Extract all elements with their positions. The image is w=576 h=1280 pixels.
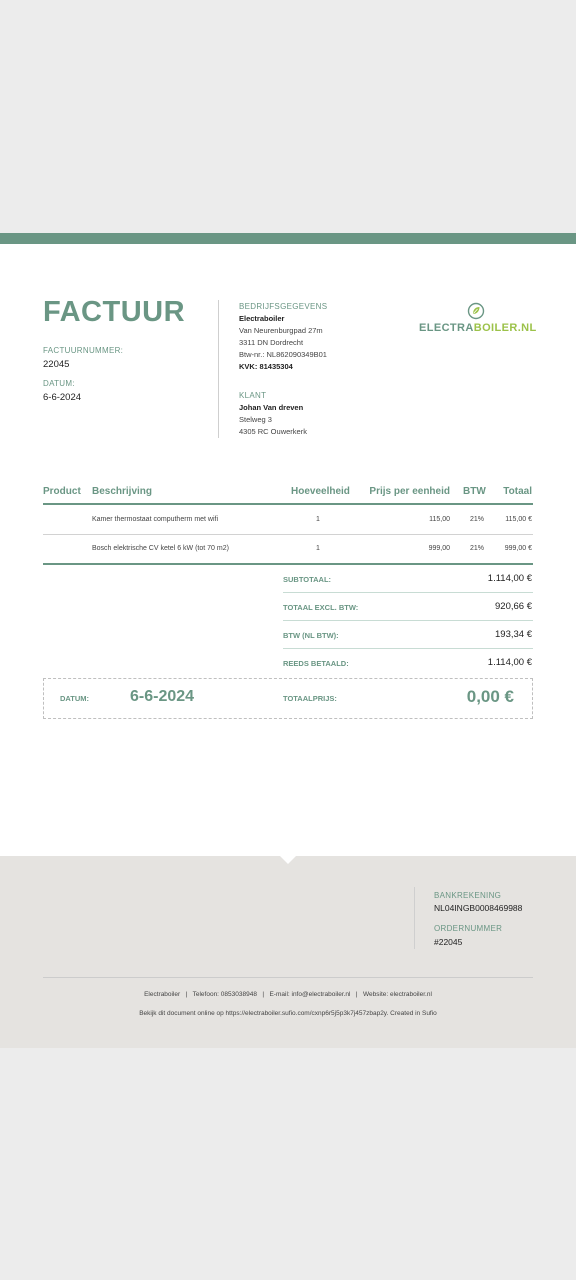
invoice-number-label: FACTUURNUMMER:: [43, 346, 124, 355]
col-header-description: Beschrijving: [92, 486, 153, 497]
footer-online-link[interactable]: Bekijk dit document online op https://electraboiler.sufio.com/cxnp6r5j5p3k7j457zbap2y. Created in Sufio: [139, 1010, 437, 1017]
subtotal-value: 1.114,00 €: [487, 573, 532, 584]
col-header-total: Totaal: [503, 486, 532, 497]
company-logo: [419, 302, 537, 334]
row1-description: Kamer thermostaat computherm met wifi: [92, 516, 219, 523]
row2-total: 999,00 €: [504, 545, 532, 552]
totals-date-label: DATUM:: [60, 694, 90, 703]
col-header-product: Product: [43, 486, 81, 497]
footer-notch: [280, 856, 296, 864]
company-kvk-label: KVK:: [239, 362, 258, 371]
footer-rule: [43, 977, 533, 978]
company-details: [239, 313, 327, 373]
table-header-rule: [43, 503, 533, 505]
row2-unit-price: 999,00: [428, 545, 450, 552]
summary-rule: [283, 620, 533, 621]
row1-rule: [43, 534, 533, 535]
client-heading: KLANT: [239, 391, 267, 400]
total-excl-vat-label: TOTAAL EXCL. BTW:: [283, 603, 359, 612]
footer-contact-line: Electraboiler | Telefoon: 0853038948 | E-mail: info@electraboiler.nl | Website: electraboiler.nl: [144, 991, 432, 998]
row2-description: Bosch elektrische CV ketel 6 kW (tot 70 m2): [92, 545, 229, 552]
summary-rule: [283, 592, 533, 593]
invoice-title: FACTUUR: [43, 296, 186, 328]
client-city: 4305 RC Ouwerkerk: [239, 427, 307, 436]
row2-quantity: 1: [316, 545, 320, 552]
table-bottom-rule: [43, 563, 533, 565]
subtotal-label: SUBTOTAAL:: [283, 575, 332, 584]
row1-total: 115,00 €: [505, 516, 532, 523]
total-excl-vat-value: 920,66 €: [495, 601, 532, 612]
col-header-unit-price: Prijs per eenheid: [369, 486, 450, 497]
company-heading: BEDRIJFSGEGEVENS: [239, 302, 328, 311]
client-name: Johan Van dreven: [239, 403, 304, 412]
invoice-footer: [0, 856, 576, 1048]
row1-quantity: 1: [316, 516, 320, 523]
summary-rule: [283, 648, 533, 649]
vat-label: BTW (NL BTW):: [283, 631, 339, 640]
header-divider: [218, 300, 219, 438]
col-header-quantity: Hoeveelheid: [291, 486, 350, 497]
row1-vat: 21%: [470, 516, 485, 523]
header-band: [0, 233, 576, 244]
total-price: 0,00 €: [466, 687, 514, 706]
already-paid-value: 1.114,00 €: [487, 657, 532, 668]
col-header-vat: BTW: [463, 486, 486, 497]
total-price-label: TOTAALPRIJS:: [283, 694, 337, 703]
client-details: [239, 402, 307, 438]
invoice-date-label: DATUM:: [43, 379, 75, 388]
company-city: 3311 DN Dordrecht: [239, 338, 304, 347]
company-street: Van Neurenburgpad 27m: [239, 326, 323, 335]
logo-text-part1: ELECTRA: [419, 322, 474, 334]
company-vat: Btw-nr.: NL862090349B01: [239, 350, 327, 359]
company-name: Electraboiler: [239, 314, 285, 323]
order-number: #22045: [434, 937, 463, 947]
already-paid-label: REEDS BETAALD:: [283, 659, 349, 668]
row2-vat: 21%: [470, 545, 485, 552]
client-street: Stelweg 3: [239, 415, 272, 424]
row1-unit-price: 115,00: [429, 516, 450, 523]
bank-account: NL04INGB0008469988: [434, 903, 523, 913]
totals-date: 6-6-2024: [130, 688, 195, 705]
vat-value: 193,34 €: [495, 629, 532, 640]
leaf-icon: [467, 302, 485, 320]
bank-label: BANKREKENING: [434, 891, 502, 900]
invoice-number: 22045: [43, 359, 70, 370]
order-label: ORDERNUMMER: [434, 924, 503, 933]
logo-text-part2: BOILER.NL: [473, 322, 537, 334]
footer-divider: [414, 887, 415, 949]
company-kvk: 81435304: [259, 362, 293, 371]
invoice-date: 6-6-2024: [43, 392, 82, 403]
